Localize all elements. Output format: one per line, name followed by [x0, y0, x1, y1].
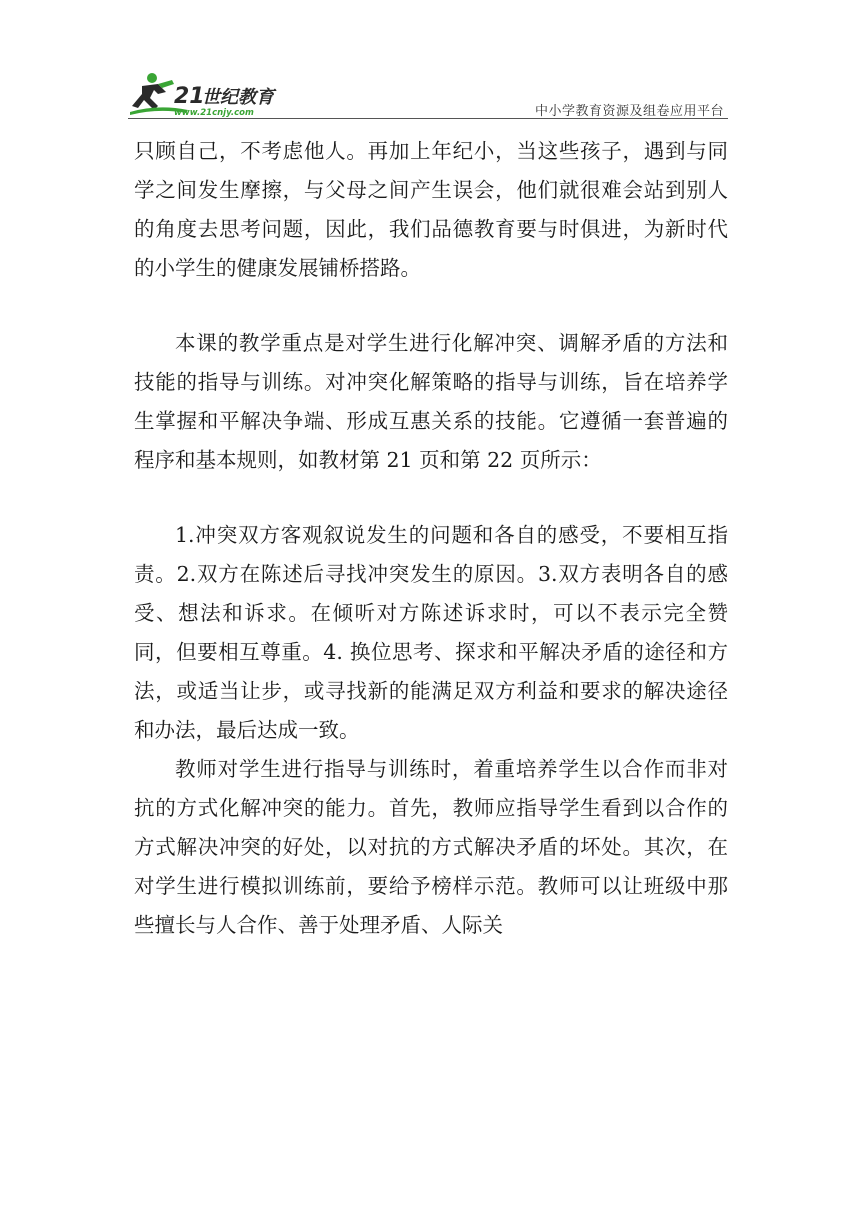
runner-logo-icon: [128, 70, 298, 118]
paragraph: 本课的教学重点是对学生进行化解冲突、调解矛盾的方法和技能的指导与训练。对冲突化解策略的指导与训练，旨在培养学生掌握和平解决争端、形成互惠关系的技能。它遵循一套普遍的程序和基本规则，如教材第 21 页和第 22 页所示：: [134, 331, 728, 472]
header-divider: [128, 118, 728, 119]
paragraph: 只顾自己，不考虑他人。再加上年纪小，当这些孩子，遇到与同学之间发生摩擦，与父母之间产生误会，他们就很难会站到别人的角度去思考问题，因此，我们品德教育要与时俱进，为新时代的小学生的健康发展铺桥搭路。: [134, 139, 728, 280]
svg-text:21: 21: [174, 84, 205, 109]
svg-text:www.21cnjy.com: www.21cnjy.com: [174, 108, 254, 118]
paragraph: 1.冲突双方客观叙说发生的问题和各自的感受，不要相互指责。2.双方在陈述后寻找冲突发生的原因。3.双方表明各自的感受、想法和诉求。在倾听对方陈述诉求时，可以不表示完全赞同，但要相互尊重。4. 换位思考、探求和平解决矛盾的途径和方法，或适当让步，或寻找新的能满足双方利益和要求的解决途径和办法，最后达成一致。: [134, 523, 728, 742]
document-body: [134, 132, 728, 945]
logo: [128, 70, 298, 118]
paragraph-gap: [134, 288, 728, 324]
platform-title: 中小学教育资源及组卷应用平台: [534, 104, 724, 119]
svg-text:世纪教育: 世纪教育: [202, 87, 274, 108]
page-header: [128, 66, 728, 118]
paragraph-gap: [134, 480, 728, 516]
paragraph: 教师对学生进行指导与训练时，着重培养学生以合作而非对抗的方式化解冲突的能力。首先，教师应指导学生看到以合作的方式解决冲突的好处，以对抗的方式解决矛盾的坏处。其次，在对学生进行模拟训练前，要给予榜样示范。教师可以让班级中那些擅长与人合作、善于处理矛盾、人际关: [134, 757, 728, 937]
